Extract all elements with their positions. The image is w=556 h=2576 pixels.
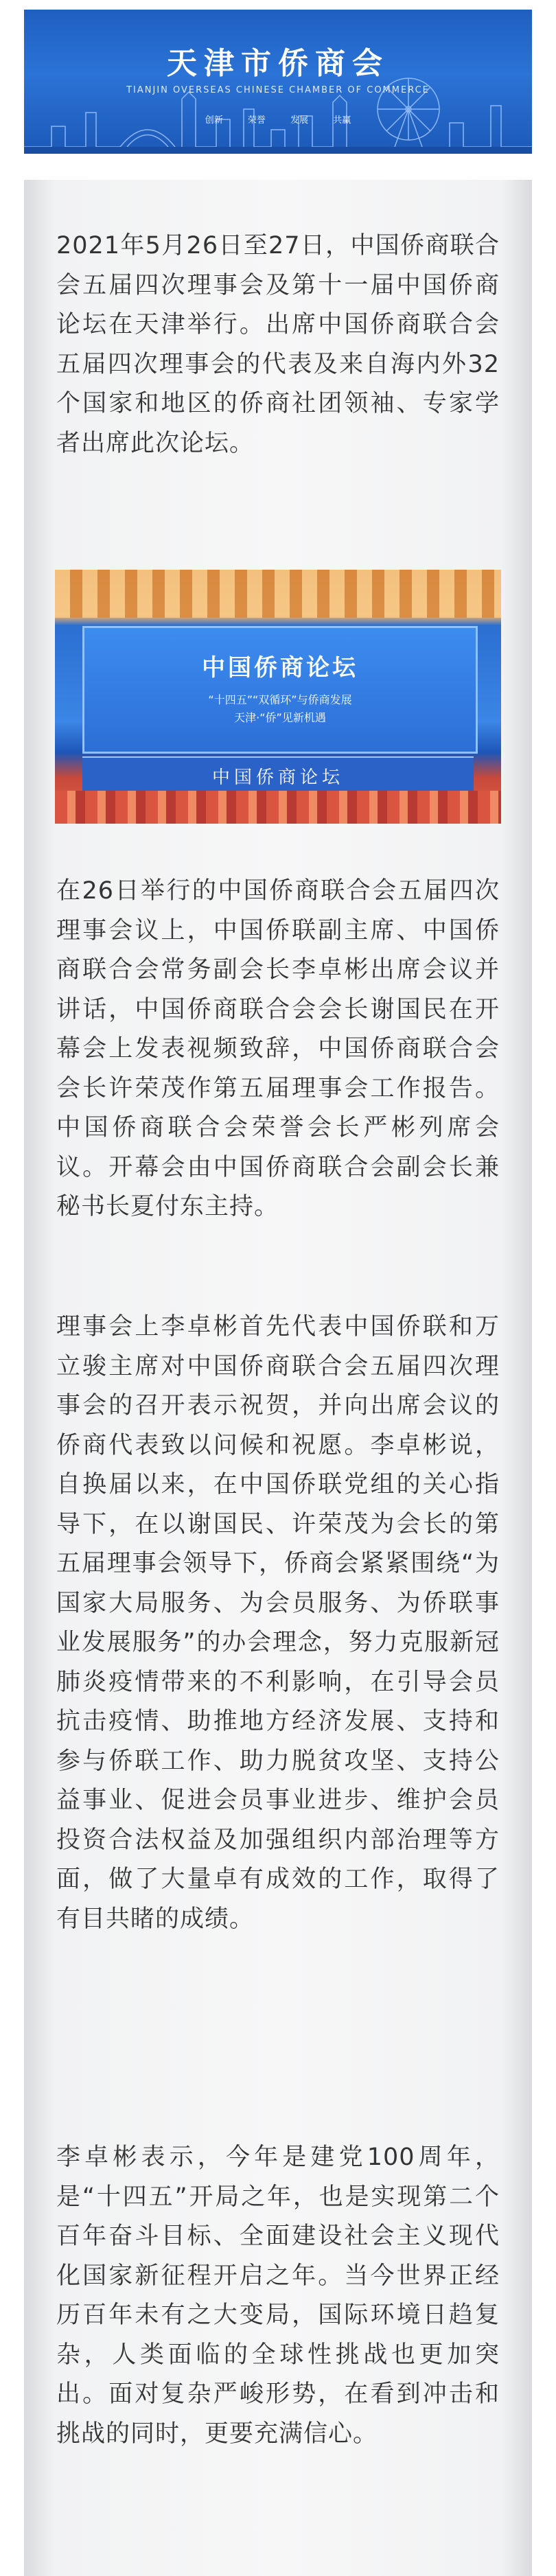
screen-title: 中国侨商论坛: [202, 654, 358, 682]
banner-tag: 共赢: [333, 115, 351, 126]
article-paragraph-3: 理事会上李卓彬首先代表中国侨联和万立骏主席对中国侨商联合会五届四次理事会的召开表示祝贺，并向出席会议的侨商代表致以问候和祝愿。李卓彬说，自换届以来，在中国侨联党组的关心指导下，在以谢国民、许荣茂为会长的第五届理事会领导下，侨商会紧紧围绕“为国家大局服务、为会员服务、为侨联事业发展服务”的办会理念，努力克服新冠肺炎疫情带来的不利影响，在引导会员抗击疫情、助推地方经济发展、支持和参与侨联工作、助力脱贫攻坚、支持公益事业、促进会员事业进步、维护会员投资合法权益及加强组织内部治理等方面，做了大量卓有成效的工作，取得了有目共睹的成绩。: [56, 1313, 500, 1933]
floral-carpet: [55, 791, 501, 824]
banner-tags: [24, 113, 532, 126]
banner-title: 天津市侨商会: [167, 46, 389, 81]
article-paragraph-1: 2021年5月26日至27日，中国侨商联合会五届四次理事会及第十一届中国侨商论坛在天津举行。出席中国侨商联合会五届四次理事会的代表及来自海内外32个国家和地区的侨商社团领袖、专家学者出席此次论坛。: [56, 232, 500, 457]
article-paragraph-2: 在26日举行的中国侨商联合会五届四次理事会议上，中国侨联副主席、中国侨商联合会常务副会长李卓彬出席会议并讲话，中国侨商联合会会长谢国民在开幕会上发表视频致辞，中国侨商联合会会长许荣茂作第五届理事会工作报告。中国侨商联合会荣誉会长严彬列席会议。开幕会由中国侨商联合会副会长兼秘书长夏付东主持。: [56, 877, 500, 1220]
banner-tag: 荣誉: [247, 115, 266, 126]
ceiling-lights: [55, 570, 501, 618]
banner-tag: 发展: [290, 115, 309, 126]
forum-photo: [55, 570, 501, 824]
article-paragraph-4: 李卓彬表示，今年是建党100周年，是“十四五”开局之年，也是实现第二个百年奋斗目标、全面建设社会主义现代化国家新征程开启之年。当今世界正经历百年未有之大变局，国际环境日趋复杂，人类面临的全球性挑战也更加突出。面对复杂严峻形势，在看到冲击和挑战的同时，更要充满信心。: [56, 2144, 500, 2448]
header-banner: [24, 10, 532, 154]
stage-front: [82, 756, 474, 792]
banner-tag: 创新: [205, 115, 223, 126]
stage-title: 中国侨商论坛: [211, 767, 344, 788]
screen-subtitle-1: “十四五”“双循环”与侨商发展: [208, 693, 352, 706]
screen-subtitle-2: 天津·“侨”见新机遇: [234, 711, 326, 724]
banner-subtitle: TIANJIN OVERSEAS CHINESE CHAMBER OF COMMERCE: [126, 85, 430, 95]
stage-screen: [82, 626, 478, 754]
